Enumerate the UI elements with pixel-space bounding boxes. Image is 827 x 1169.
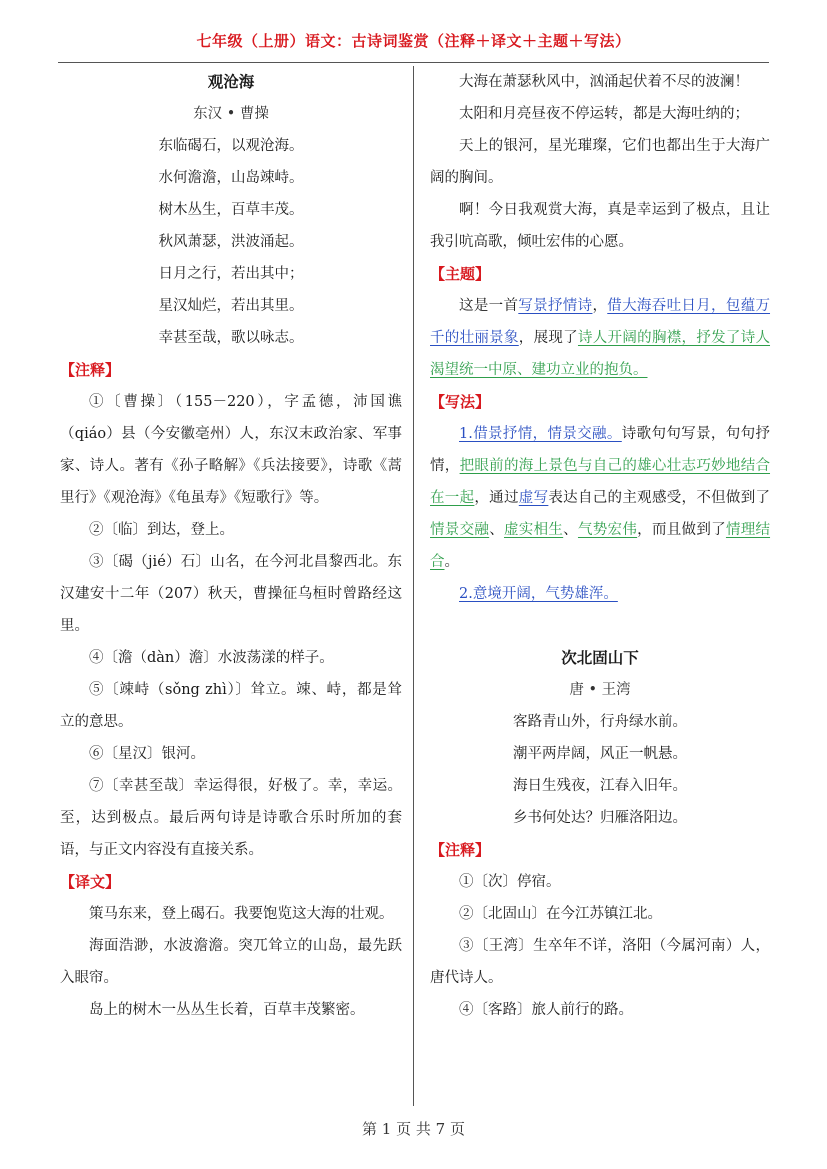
method-text: 。	[444, 554, 459, 570]
method-text: ，而且做到了	[637, 522, 726, 538]
method-highlight: 情景交融	[430, 522, 490, 538]
note-item: ⑦〔幸甚至哉〕幸运得很，好极了。幸，幸运。至，达到极点。最后两句诗是诗歌合乐时所加的套语，与正文内容没有直接关系。	[60, 778, 402, 858]
poem-line: 乡书何处达？归雁洛阳边。	[513, 810, 687, 826]
theme-highlight: 借大海吞吐日月，包蕴万千的壮丽景象	[430, 298, 771, 346]
poem-line: 树木丛生，百草丰茂。	[158, 202, 304, 218]
method-highlight: 气势宏伟	[577, 522, 638, 538]
note-item: ②〔北固山〕在今江苏镇江北。	[459, 906, 662, 922]
method-text: 、	[563, 522, 578, 538]
translation-paragraph: 天上的银河，星光璀璨，它们也都出生于大海广阔的胸间。	[430, 138, 770, 186]
theme-text: ，展现了	[518, 330, 578, 346]
note-item: ①〔次〕停宿。	[459, 874, 561, 890]
note-item: ④〔澹（dàn）澹〕水波荡漾的样子。	[89, 650, 334, 666]
note-item: ③〔碣（jié）石〕山名，在今河北昌黎西北。东汉建安十二年（207）秋天，曹操征乌桓时曾路经这里。	[60, 554, 402, 634]
theme-text: 这是一首	[459, 298, 519, 314]
note-item: ⑥〔星汉〕银河。	[89, 746, 205, 762]
poem-line: 日月之行，若出其中；	[158, 266, 304, 282]
poem-author: 东汉 • 曹操	[193, 106, 269, 122]
poem-title: 观沧海	[207, 73, 255, 91]
translation-paragraph: 岛上的树木一丛丛生长着，百草丰茂繁密。	[89, 1002, 365, 1018]
translation-paragraph: 海面浩渺，水波澹澹。突兀耸立的山岛，最先跃入眼帘。	[60, 938, 402, 986]
theme-highlight: 诗人开阔的胸襟，抒发了诗人渴望统一中原、建功立业的抱负。	[430, 330, 771, 378]
poem-line: 秋风萧瑟，洪波涌起。	[158, 234, 304, 250]
method-highlight: 把眼前的海上景色与自己的雄心壮志巧妙地结合在一起	[430, 458, 771, 506]
method-paragraph	[430, 418, 770, 578]
method-text: 诗歌句句写景，句句抒情，	[430, 426, 771, 474]
method-paragraph	[430, 578, 770, 610]
right-column	[430, 66, 770, 1026]
notes-label: 【注释】	[60, 361, 121, 379]
header-rule	[58, 62, 769, 63]
theme-highlight: 写景抒情诗	[518, 298, 593, 314]
page-number: 第 1 页 共 7 页	[362, 1120, 465, 1138]
poem-author: 唐 • 王湾	[569, 682, 631, 698]
method-highlight: 情理结合	[430, 522, 771, 570]
note-item: ④〔客路〕旅人前行的路。	[459, 1002, 633, 1018]
method-text: ，通过	[474, 490, 519, 506]
left-column	[60, 66, 402, 1026]
theme-paragraph	[430, 290, 770, 386]
method-highlight: 虚实相生	[503, 522, 564, 538]
translation-paragraph: 大海在萧瑟秋风中，汹涌起伏着不尽的波澜！	[459, 74, 749, 90]
poem-line: 客路青山外，行舟绿水前。	[513, 714, 687, 730]
column-divider	[413, 66, 414, 1106]
theme-label: 【主题】	[430, 265, 491, 283]
section-spacer	[430, 610, 770, 642]
method-highlight: 1.借景抒情，情景交融。	[459, 426, 622, 442]
translation-paragraph: 啊！今日我观赏大海，真是幸运到了极点，且让我引吭高歌，倾吐宏伟的心愿。	[430, 202, 770, 250]
poem-line: 水何澹澹，山岛竦峙。	[158, 170, 304, 186]
translation-paragraph: 策马东来，登上碣石。我要饱览这大海的壮观。	[89, 906, 394, 922]
method-label: 【写法】	[430, 393, 491, 411]
poem-line: 东临碣石，以观沧海。	[158, 138, 304, 154]
poem-line: 潮平两岸阔，风正一帆悬。	[513, 746, 687, 762]
poem-line: 星汉灿烂，若出其里。	[158, 298, 304, 314]
theme-text: ，	[592, 298, 608, 314]
note-item: ②〔临〕到达，登上。	[89, 522, 234, 538]
method-highlight: 虚写	[518, 490, 549, 506]
poem-line: 幸甚至哉，歌以咏志。	[158, 330, 304, 346]
page-header-title: 七年级（上册）语文：古诗词鉴赏（注释＋译文＋主题＋写法）	[196, 32, 631, 50]
translation-paragraph: 太阳和月亮昼夜不停运转，都是大海吐纳的；	[459, 106, 749, 122]
note-item: ⑤〔竦峙（sǒng zhì）〕耸立。竦、峙，都是耸立的意思。	[60, 682, 402, 730]
note-item: ③〔王湾〕生卒年不详，洛阳（今属河南）人，唐代诗人。	[430, 938, 770, 986]
poem-title: 次北固山下	[561, 649, 639, 667]
poem-line: 海日生残夜，江春入旧年。	[513, 778, 687, 794]
translation-label: 【译文】	[60, 873, 121, 891]
note-item: ①〔曹操〕（155－220），字孟德，沛国谯（qiáo）县（今安徽亳州）人，东汉末政治家、军事家、诗人。著有《孙子略解》《兵法接要》，诗歌《蒿里行》《观沧海》《龟虽寿》《短歌行》等。	[60, 394, 402, 506]
notes-label: 【注释】	[430, 841, 491, 859]
method-text: 、	[489, 522, 504, 538]
method-text: 表达自己的主观感受，不但做到了	[548, 490, 771, 506]
method-highlight: 2.意境开阔，气势雄浑。	[459, 586, 618, 602]
